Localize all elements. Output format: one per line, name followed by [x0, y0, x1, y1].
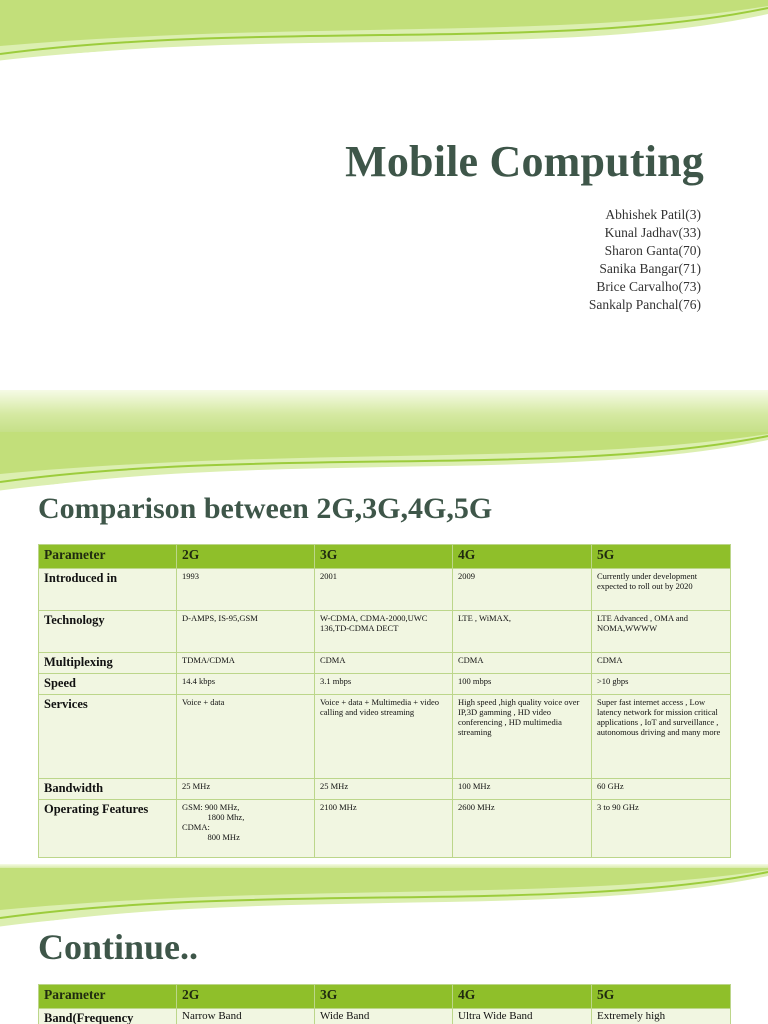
table-cell: Narrow Band: [177, 1009, 315, 1024]
comparison-table: [38, 984, 731, 1024]
table-cell: High speed ,high quality voice over IP,3D gamming , HD video conferencing , HD multimedia streaming: [453, 695, 592, 779]
slide-separator: [0, 390, 768, 434]
table-row: [39, 779, 731, 800]
table-cell: 2001: [315, 569, 453, 611]
table-row: [39, 611, 731, 653]
table-row: [39, 674, 731, 695]
table-row: [39, 1009, 731, 1024]
column-header: 3G: [315, 985, 453, 1009]
table-row: [39, 800, 731, 858]
table-cell: 25 MHz: [315, 779, 453, 800]
author-name: Sanika Bangar(71): [599, 261, 701, 276]
table-cell: 14.4 kbps: [177, 674, 315, 695]
table-cell: Ultra Wide Band: [453, 1009, 592, 1024]
table-cell: 1993: [177, 569, 315, 611]
row-header: Introduced in: [39, 569, 177, 611]
author-list: [589, 206, 701, 314]
table-cell: 25 MHz: [177, 779, 315, 800]
table-row: [39, 653, 731, 674]
table-cell: CDMA: [592, 653, 731, 674]
column-header: 4G: [453, 545, 592, 569]
row-header: Services: [39, 695, 177, 779]
table-cell: Currently under development expected to roll out by 2020: [592, 569, 731, 611]
table-header-row: [39, 545, 731, 569]
table-cell: W-CDMA, CDMA-2000,UWC 136,TD-CDMA DECT: [315, 611, 453, 653]
slide-heading: Comparison between 2G,3G,4G,5G: [38, 492, 493, 525]
table-row: [39, 695, 731, 779]
table-cell: CDMA: [453, 653, 592, 674]
table-cell: 100 mbps: [453, 674, 592, 695]
column-header: 2G: [177, 985, 315, 1009]
table-cell: Voice + data: [177, 695, 315, 779]
row-header: Technology: [39, 611, 177, 653]
column-header: 2G: [177, 545, 315, 569]
column-header: 5G: [592, 985, 731, 1009]
author-name: Sharon Ganta(70): [604, 243, 701, 258]
presentation-title: Mobile Computing: [345, 137, 704, 186]
table-cell: CDMA: [315, 653, 453, 674]
author-name: Kunal Jadhav(33): [604, 225, 701, 240]
table-header-row: [39, 985, 731, 1009]
table-cell: 3.1 mbps: [315, 674, 453, 695]
author-name: Sankalp Panchal(76): [588, 297, 701, 312]
author-name: Brice Carvalho(73): [596, 279, 701, 294]
table-cell: >10 gbps: [592, 674, 731, 695]
table-cell: 60 GHz: [592, 779, 731, 800]
table-cell: LTE Advanced , OMA and NOMA,WWWW: [592, 611, 731, 653]
column-header: 3G: [315, 545, 453, 569]
table-cell: TDMA/CDMA: [177, 653, 315, 674]
table-row: [39, 569, 731, 611]
table-cell: 3 to 90 GHz: [592, 800, 731, 858]
row-header: Bandwidth: [39, 779, 177, 800]
row-header: Speed: [39, 674, 177, 695]
row-header: Band(Frequency: [39, 1009, 177, 1024]
row-header: Multiplexing: [39, 653, 177, 674]
column-header: Parameter: [39, 985, 177, 1009]
table-cell: Super fast internet access , Low latency network for mission critical applications , IoT and surveillance , autonomous driving and many more: [592, 695, 731, 779]
row-header: Operating Features: [39, 800, 177, 858]
column-header: 5G: [592, 545, 731, 569]
table-cell: 2100 MHz: [315, 800, 453, 858]
comparison-table: [38, 544, 731, 858]
column-header: 4G: [453, 985, 592, 1009]
table-cell: LTE , WiMAX,: [453, 611, 592, 653]
slide-heading: Continue..: [38, 927, 199, 967]
table-cell: Voice + data + Multimedia + video calling and video streaming: [315, 695, 453, 779]
slide-comparison: [0, 432, 768, 866]
wave-decoration: [0, 0, 768, 80]
table-cell: Wide Band: [315, 1009, 453, 1024]
author-name: Abhishek Patil(3): [605, 207, 701, 222]
table-cell: 2600 MHz: [453, 800, 592, 858]
slide-title: [0, 0, 768, 392]
table-cell: 100 MHz: [453, 779, 592, 800]
table-cell: D-AMPS, IS-95,GSM: [177, 611, 315, 653]
table-cell: 2009: [453, 569, 592, 611]
table-cell: Extremely high: [592, 1009, 731, 1024]
column-header: Parameter: [39, 545, 177, 569]
slide-continue: [0, 868, 768, 1024]
table-cell: GSM: 900 MHz, 1800 Mhz, CDMA: 800 MHz: [177, 800, 315, 858]
